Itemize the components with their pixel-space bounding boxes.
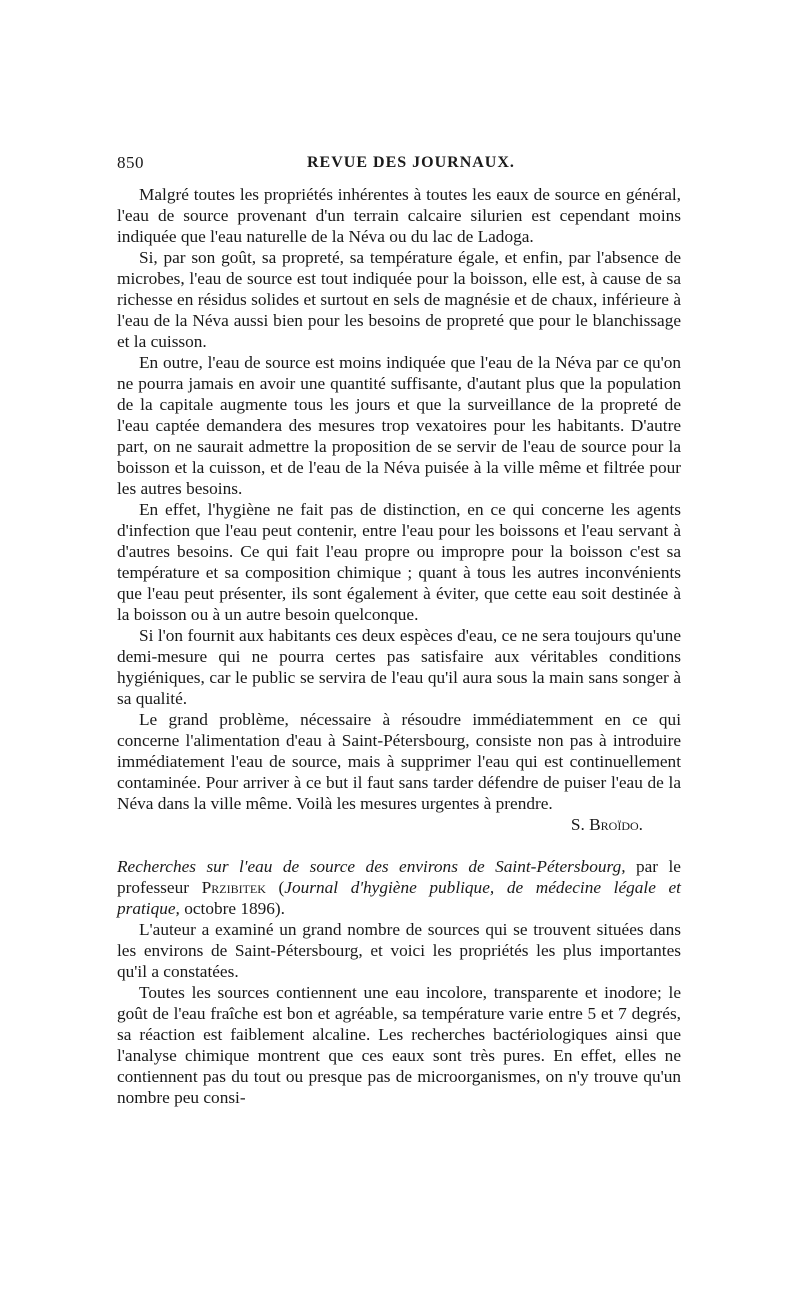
article-broido — [117, 184, 681, 835]
review-by: par le professeur — [117, 857, 681, 897]
review-source-open: ( — [265, 878, 285, 897]
body-paragraph: Si, par son goût, sa propreté, sa température égale, et enfin, par l'absence de microbes, l'eau de source est tout indiquée pour la boisson, elle est, à cause de sa richesse en résidus solides et surtout en sels de magnésie et de chaux, inférieure à l'eau de la Néva aussi bien pour les besoins de propreté que pour le blanchissage et la cuisson. — [117, 248, 681, 351]
closing-paragraph-text: Le grand problème, nécessaire à résoudre immédiatemment en ce qui concerne l'alimentation d'eau à Saint-Pétersbourg, consiste non pas à introduire immédiatement l'eau de source, mais à supprimer l'eau qui est continuellement contaminée. Pour arriver à ce but il faut sans tarder défendre de puiser l'eau de la Néva dans la ville même. Voilà les mesures urgentes à prendre. — [117, 710, 681, 813]
body-paragraph: L'auteur a examiné un grand nombre de sources qui se trouvent situées dans les environs de Saint-Pétersbourg, et voici les propriétés les plus importantes qu'il a constatées. — [117, 920, 681, 981]
page-number: 850 — [117, 153, 144, 172]
body-paragraph: Toutes les sources contiennent une eau incolore, transparente et inodore; le goût de l'eau fraîche est bon et agréable, sa température varie entre 5 et 7 degrés, sa réaction est faiblement alcaline. Les recherches bactériologiques ainsi que l'analyse chimique montrent que ces eaux sont très pures. En effet, elles ne contiennent pas du tout ou presque pas de microorganismes, on n'y trouve qu'un nombre peu consi- — [117, 983, 681, 1107]
running-head — [117, 150, 681, 176]
review-source: Journal d'hygiène publique, de médecine légale et pratique, — [117, 878, 681, 918]
journal-title: REVUE DES JOURNAUX. — [307, 154, 515, 171]
section-spacer — [117, 835, 681, 856]
body-paragraph: En effet, l'hygiène ne fait pas de distinction, en ce qui concerne les agents d'infection que l'eau peut contenir, entre l'eau pour les boissons et l'eau servant à d'autres besoins. Ce qui fait l'eau propre ou impropre pour la boisson c'est sa température et sa composition chimique ; quant à tous les autres inconvénients que l'eau peut présenter, ils sont également à éviter, que cette eau soit destinée à la boisson ou à un autre besoin quelconque. — [117, 500, 681, 624]
article-przibitek — [117, 856, 681, 1108]
body-paragraph: En outre, l'eau de source est moins indiquée que l'eau de la Néva par ce qu'on ne pourra jamais en avoir une quantité suffisante, d'autant plus que la population de la capitale augmente tous les jours et que la surveillance de la propreté de l'eau captée demandera des mesures trop vexatoires pour les habitants. D'autre part, on ne saurait admettre la proposition de se servir de l'eau de source pour la boisson et la cuisson, et de l'eau de la Néva puisée à la ville même et filtrée pour les autres besoins. — [117, 353, 681, 498]
closing-paragraph — [117, 709, 681, 835]
review-heading — [117, 856, 681, 919]
book-page — [117, 150, 681, 1108]
author-signature: S. Broïdo. — [570, 815, 643, 834]
body-paragraph: Malgré toutes les propriétés inhérentes à toutes les eaux de source en général, l'eau de source provenant d'un terrain calcaire silurien est cependant moins indiquée que l'eau naturelle de la Néva ou du lac de Ladoga. — [117, 185, 681, 246]
review-author: Przibitek — [201, 878, 266, 897]
review-date: octobre 1896). — [179, 899, 285, 918]
body-paragraph: Si l'on fournit aux habitants ces deux espèces d'eau, ce ne sera toujours qu'une demi-mesure qui ne pourra certes pas satisfaire aux véritables conditions hygiéniques, car le public se servira de l'eau qu'il aura sous la main sans songer à sa qualité. — [117, 626, 681, 708]
review-title: Recherches sur l'eau de source des environs de Saint-Pétersbourg, — [117, 857, 626, 876]
